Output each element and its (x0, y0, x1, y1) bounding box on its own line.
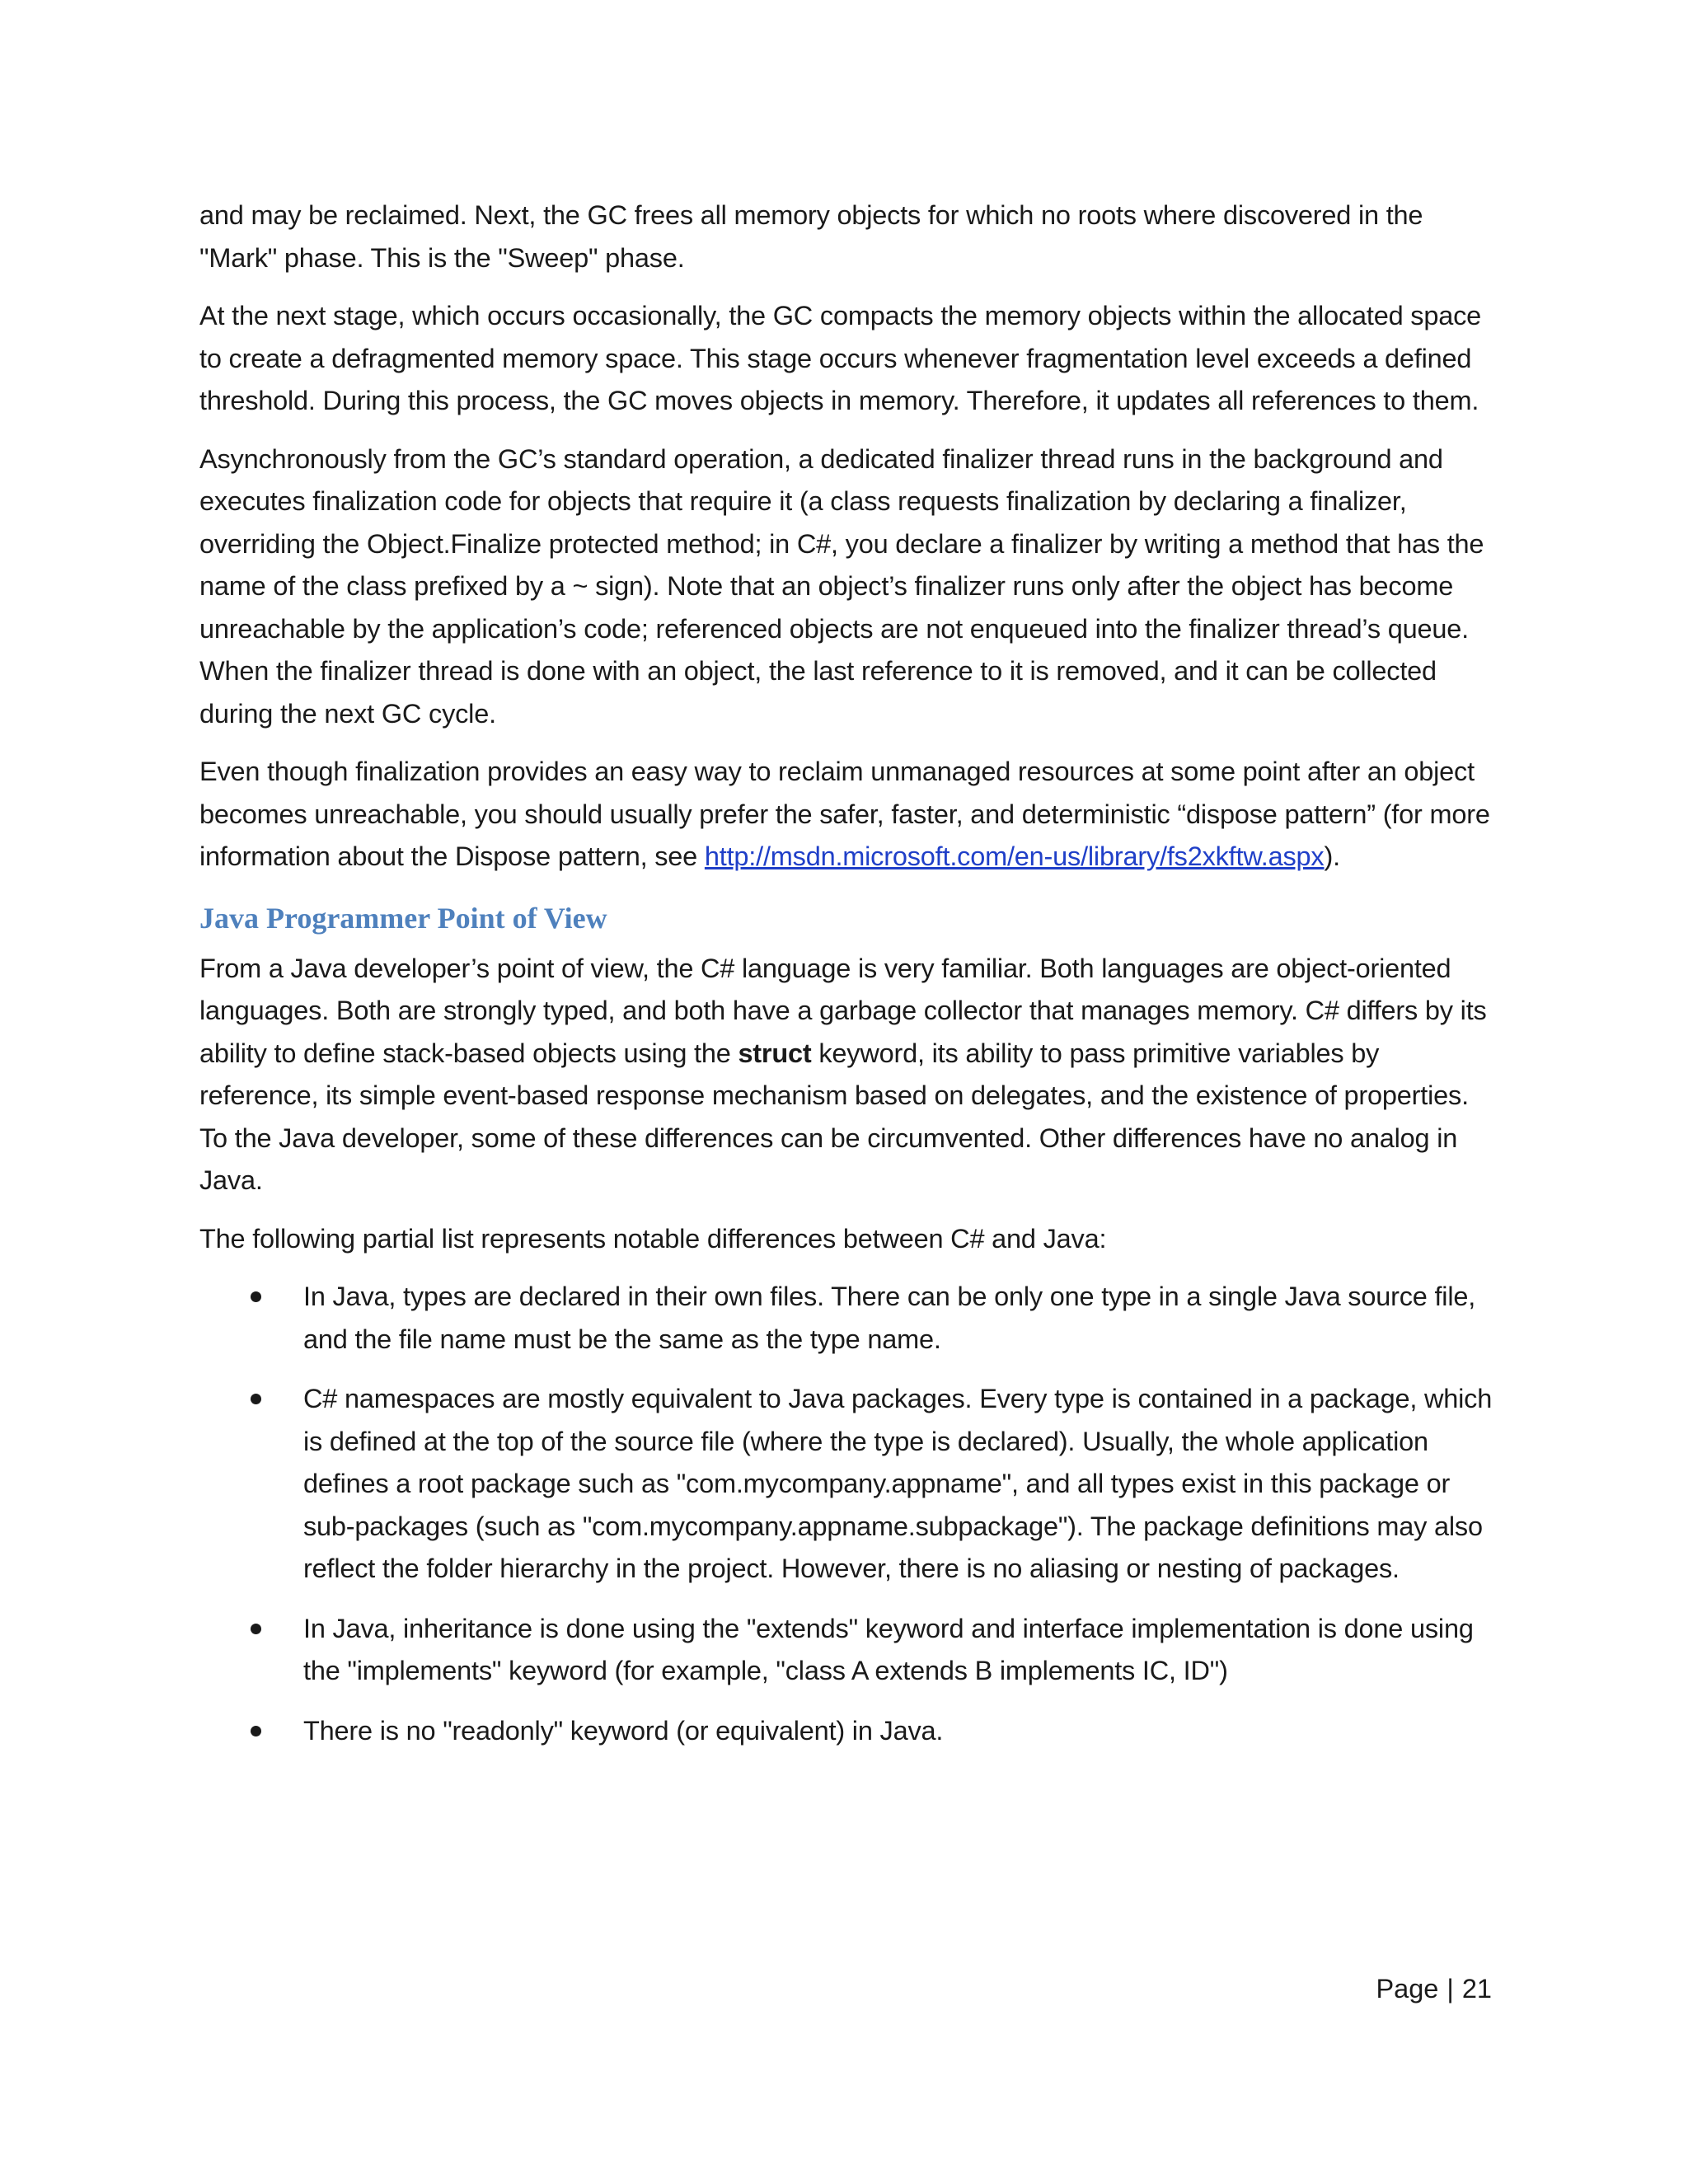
struct-keyword: struct (738, 1038, 812, 1068)
paragraph-finalizer: Asynchronously from the GC’s standard operation, a dedicated finalizer thread runs in the background and executes finalization code for objects that require it (a class requests finalization by declaring a finalizer, overriding the Object.Finalize protected method; in C#, you declare a finalizer by writing a method that has the name of the class prefixed by a ~ sign). Note that an object’s finalizer runs only after the object has become unreachable by the application’s code; referenced objects are not enqueued into the finalizer thread’s queue. When the finalizer thread is done with an object, the last reference to it is removed, and it can be collected during the next GC cycle. (199, 443, 1484, 729)
bullet-icon (251, 1291, 261, 1302)
list-item (199, 1378, 1493, 1591)
bullet-icon (251, 1624, 261, 1634)
intro-text: From a Java developer’s point of view, the C# language is very familiar. Both languages are object-oriented languages. Both are strongly typed, and both have a garbage collector that manages memory. C# differs by its ability to define stack-based objects using the (199, 953, 1487, 1068)
paragraph-compaction: At the next stage, which occurs occasionally, the GC compacts the memory objects within the allocated space to create a defragmented memory space. This stage occurs whenever fragmentation level exceeds a defined threshold. During this process, the GC moves objects in memory. Therefore, it updates all references to them. (199, 301, 1482, 415)
dispose-text: Even though finalization provides an easy way to reclaim unmanaged resources at some point after an object becomes unreachable, you should usually prefer the safer, faster, and deterministic “dispose pattern” (for more information about the Dispose pattern, see (199, 757, 1490, 871)
dispose-pattern-link[interactable]: http://msdn.microsoft.com/en-us/library/fs2xkftw.aspx (704, 841, 1325, 871)
list-item (199, 1276, 1493, 1361)
list-item-text: In Java, inheritance is done using the "extends" keyword and interface implementation is done using the "implements" keyword (for example, "class A extends B implements IC, ID") (303, 1613, 1474, 1685)
page-number: 21 (1461, 1974, 1492, 2004)
list-item-text: C# namespaces are mostly equivalent to Java packages. Every type is contained in a package, which is defined at the top of the source file (where the type is declared). Usually, the whole application defines a root package such as "com.mycompany.appname", and all types exist in this package or sub-packages (such as "com.mycompany.appname.subpackage"). The package definitions may also reflect the folder hierarchy in the project. However, there is no aliasing or nesting of packages. (303, 1384, 1493, 1583)
paragraph-mark-sweep: and may be reclaimed. Next, the GC frees all memory objects for which no roots where discovered in the "Mark" phase. This is the "Sweep" phase. (199, 200, 1423, 273)
list-item (199, 1710, 1493, 1753)
paragraph-dispose-pattern (199, 751, 1493, 879)
list-item-text: There is no "readonly" keyword (or equivalent) in Java. (303, 1715, 944, 1746)
page-footer (1376, 1968, 1492, 2009)
bullet-icon (251, 1726, 261, 1736)
bullet-icon (251, 1394, 261, 1404)
paragraph-java-intro (199, 948, 1493, 1202)
differences-list (199, 1276, 1493, 1752)
document-body (199, 194, 1493, 1769)
intro-text-end: keyword, its ability to pass primitive variables by reference, its simple event-based response mechanism based on delegates, and the existence of properties. To the Java developer, some of these differences can be circumvented. Other differences have no analog in Java. (199, 1038, 1469, 1195)
paragraph-list-intro: The following partial list represents notable differences between C# and Java: (199, 1223, 1107, 1254)
dispose-text-end: ). (1324, 841, 1340, 871)
section-heading: Java Programmer Point of View (199, 901, 607, 935)
list-item (199, 1608, 1493, 1693)
page-label: Page (1376, 1974, 1439, 2004)
page-separator: | (1447, 1974, 1454, 2004)
list-item-text: In Java, types are declared in their own files. There can be only one type in a single Java source file, and the file name must be the same as the type name. (303, 1282, 1476, 1354)
